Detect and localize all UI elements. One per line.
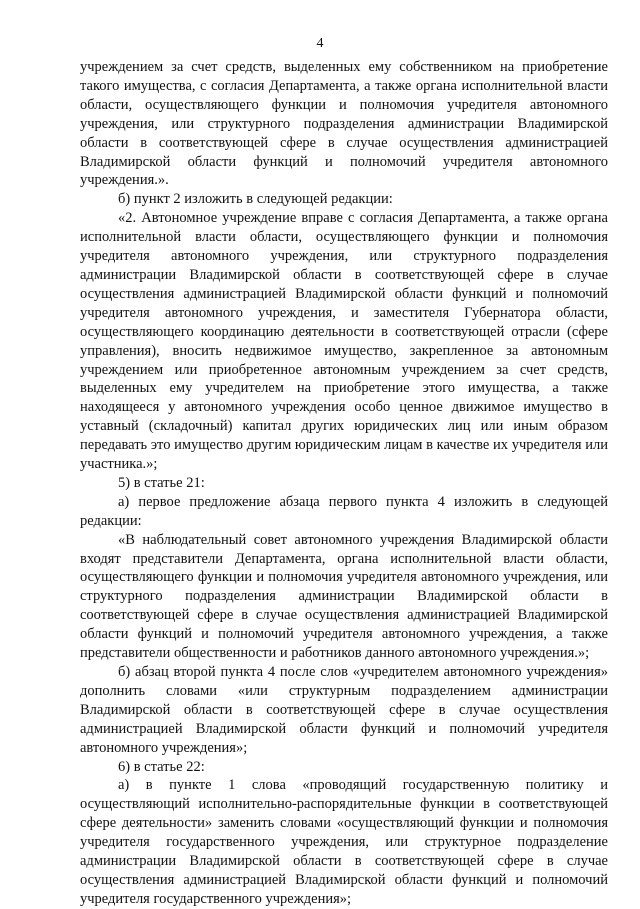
paragraph: а) в пункте 1 слова «проводящий государственную политику и осуществляющий исполнительно-распорядительные функции в соответствующей сфере деятельности» заменить словами «осуществляющий функции и полномочия учредителя государственного учреждения, или структурное подразделение администрации Владимирской области в соответствующей сфере в случае осуществления администрацией Владимирской области функций и полномочий учредителя государственного учреждения»;	[80, 777, 608, 907]
paragraph: б) абзац второй пункта 4 после слов «учредителем автономного учреждения» дополнить словами «или структурным подразделением администрации Владимирской области в соответствующей сфере в случае осуществления администрацией Владимирской области функций и полномочий учредителя автономного учреждения»;	[80, 664, 608, 756]
paragraph: 6) в статье 22:	[118, 758, 205, 775]
paragraph: «2. Автономное учреждение вправе с согласия Департамента, а также органа исполнительной власти области, осуществляющего функции и полномочия учредителя автономного учреждения, или структурного подразделения администрации Владимирской области в соответствующей сфере в случае осуществления администрацией Владимирской области функций и полномочий учредителя автономного учреждения, и заместителя Губернатора области, осуществляющего координацию деятельности в соответствующей отрасли (сфере управления), вносить недвижимое имущество, закрепленное за автономным учреждением или приобретенное автономным учреждением за счет средств, выделенных ему учредителем на приобретение этого имущества, а также находящееся у автономного учреждения особо ценное движимое имущество в уставный (складочный) капитал других юридических лиц или иным образом передавать это имущество другим юридическим лицам в качестве их учредителя или участника.»;	[80, 210, 608, 473]
paragraph: б) пункт 2 изложить в следующей редакции:	[118, 191, 393, 208]
page-number: 4	[316, 36, 324, 51]
paragraph: «В наблюдательный совет автономного учреждения Владимирской области входят представители Департамента, органа исполнительной власти области, осуществляющего функции и полномочия учредителя автономного учреждения, или структурного подразделения администрации Владимирской области в соответствующей сфере в случае осуществления администрацией Владимирской области функций и полномочий учредителя автономного учреждения, а также представители общественности и работников данного автономного учреждения.»;	[80, 531, 608, 662]
document-body	[80, 58, 608, 909]
paragraph: 5) в статье 21:	[118, 474, 205, 491]
paragraph: а) первое предложение абзаца первого пункта 4 изложить в следующей редакции:	[80, 493, 608, 529]
paragraph: учреждением за счет средств, выделенных ему собственником на приобретение такого имущества, с согласия Департамента, а также органа исполнительной власти области, осуществляющего функции и полномочия учредителя автономного учреждения, или структурного подразделения администрации Владимирской области в соответствующей сфере в случае осуществления администрацией Владимирской области функций и полномочий учредителя автономного учреждения.».	[80, 59, 608, 189]
